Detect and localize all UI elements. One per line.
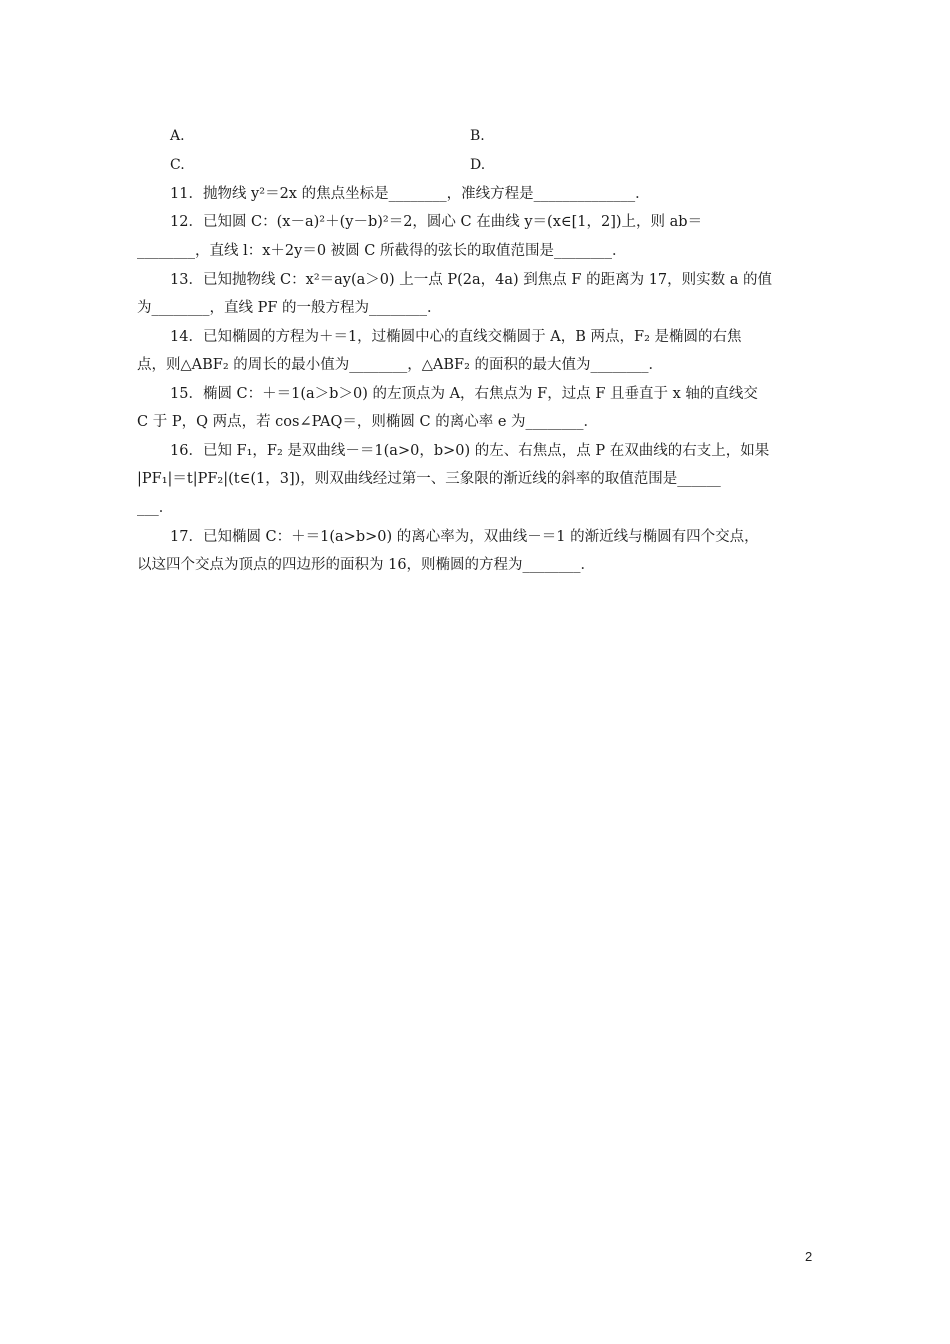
- problem-15-line-1: 15．椭圆 C：＋＝1(a＞b＞0) 的左顶点为 A，右焦点为 F，过点 F 且垂直于 x 轴的直线交: [170, 386, 758, 402]
- page-number: 2: [805, 1249, 813, 1264]
- option-c: C.: [170, 157, 185, 173]
- problem-14-line-2: 点，则△ABF₂ 的周长的最小值为________，△ABF₂ 的面积的最大值为________．: [137, 357, 664, 373]
- problem-17-line-2: 以这四个交点为顶点的四边形的面积为 16，则椭圆的方程为________．: [137, 557, 596, 573]
- problem-12-line-1: 12．已知圆 C：(x－a)²＋(y－b)²＝2，圆心 C 在曲线 y＝(x∈[1，2])上，则 ab＝: [170, 214, 703, 230]
- problem-15-line-2: C 于 P，Q 两点，若 cos∠PAQ＝，则椭圆 C 的离心率 e 为________．: [137, 414, 599, 430]
- problem-16-line-2: |PF₁|＝t|PF₂|(t∈(1，3])，则双曲线经过第一、三象限的渐近线的斜率的取值范围是______: [137, 471, 721, 487]
- problem-16-line-3: ___．: [137, 500, 174, 516]
- problem-17-line-1: 17．已知椭圆 C：＋＝1(a>b>0) 的离心率为，双曲线－＝1 的渐近线与椭圆有四个交点，: [170, 529, 759, 545]
- problem-13-line-1: 13．已知抛物线 C：x²＝ay(a＞0) 上一点 P(2a，4a) 到焦点 F 的距离为 17，则实数 a 的值: [170, 272, 773, 288]
- problem-12-line-2: ________，直线 l：x＋2y＝0 被圆 C 所截得的弦长的取值范围是________．: [137, 243, 627, 259]
- option-b: B.: [470, 128, 485, 144]
- problem-14-line-1: 14．已知椭圆的方程为＋＝1，过椭圆中心的直线交椭圆于 A，B 两点，F₂ 是椭圆的右焦: [170, 329, 742, 345]
- problem-16-line-1: 16．已知 F₁，F₂ 是双曲线－＝1(a>0，b>0) 的左、右焦点，点 P 在双曲线的右支上，如果: [170, 443, 770, 459]
- problem-13-line-2: 为________，直线 PF 的一般方程为________．: [137, 300, 442, 316]
- option-a: A.: [170, 128, 185, 144]
- option-d: D.: [470, 157, 486, 173]
- problem-11: 11．抛物线 y²＝2x 的焦点坐标是________，准线方程是______________．: [170, 186, 650, 202]
